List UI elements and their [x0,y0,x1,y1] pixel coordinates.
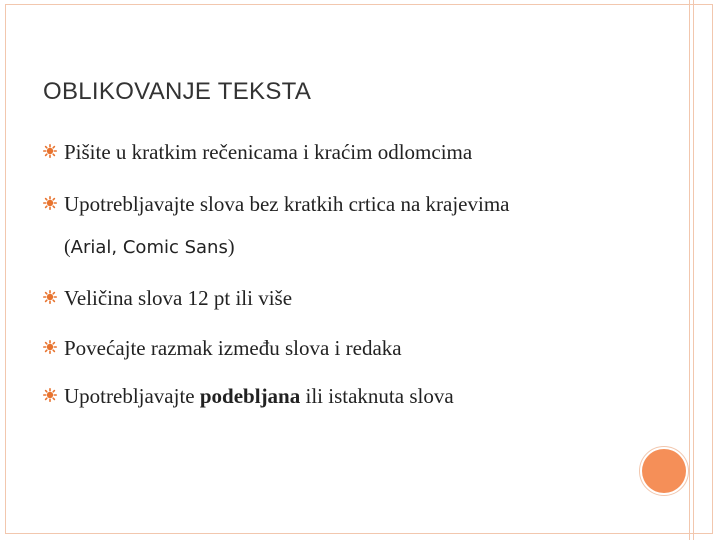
bullet-text: Veličina slova 12 pt ili više [64,286,293,310]
bullet-text [64,384,454,409]
bullet-text-post: ili istaknuta slova [300,384,454,408]
circle-icon [642,449,686,493]
sun-bullet-icon [43,388,57,402]
decorative-rule [689,0,690,540]
bullet-text: Upotrebljavajte slova bez kratkih crtica na krajevima [64,192,510,216]
bullet-text: Povećajte razmak između slova i redaka [64,336,402,360]
font-example-close: ) [227,236,235,258]
bullet-text-bold: podebljana [199,384,301,408]
sun-bullet-icon [43,196,57,210]
sun-bullet-icon [43,340,57,354]
slide-title: OBLIKOVANJE TEKSTA [43,78,312,105]
decorative-rule [693,0,694,540]
sun-bullet-icon [43,144,57,158]
font-example-names: Arial, Comic Sans [70,237,228,258]
font-example-open: ( [64,236,71,258]
sun-bullet-icon [43,290,57,304]
bullet-text-pre: Upotrebljavajte [64,384,200,408]
bullet-text: Pišite u kratkim rečenicama i kraćim odlomcima [64,140,473,164]
font-example-line [64,236,235,259]
